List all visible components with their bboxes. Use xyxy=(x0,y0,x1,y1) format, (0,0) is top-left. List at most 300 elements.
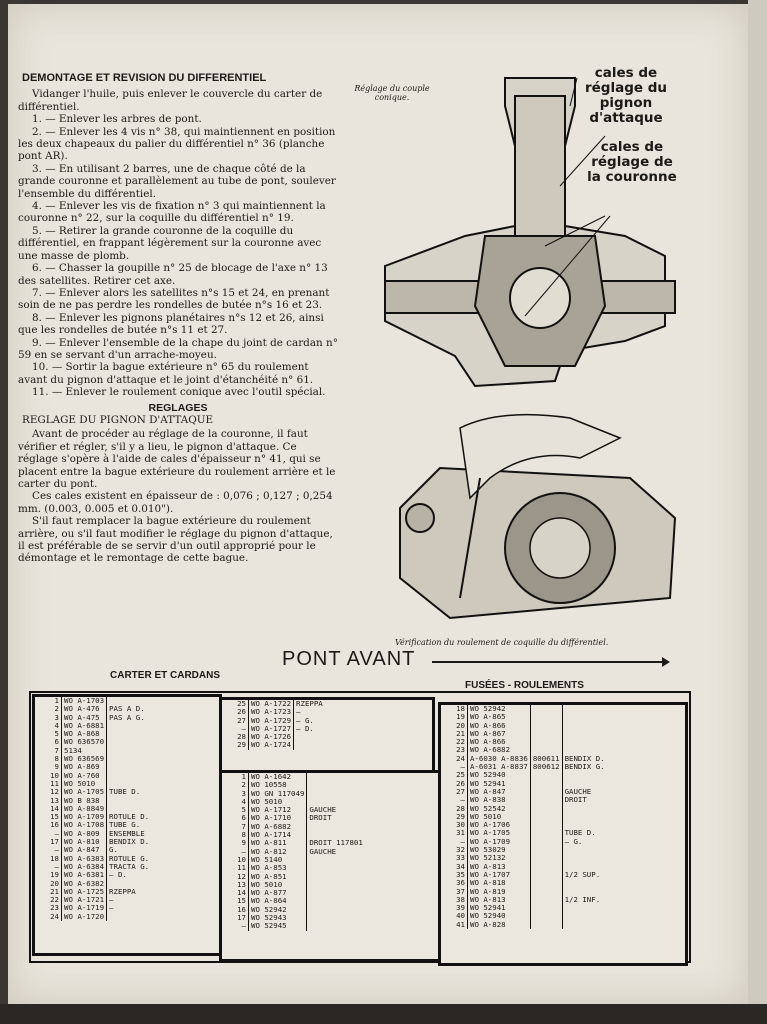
table-cell: PAS A D. xyxy=(109,704,145,714)
table-cell: WO A-1725 xyxy=(62,888,107,896)
table-cell: WO A-760 xyxy=(62,772,107,780)
table-cell: WO A-1727 xyxy=(249,725,294,733)
table-cell xyxy=(294,733,325,741)
table-cell: 39 xyxy=(441,904,468,912)
reglage-paragraph: S'il faut remplacer la bague extérieure du roulement arrière, ou s'il faut modifier le réglage du pignon d'attaque, il est préférable de se servir d'un outil approprié pour le démontage et le remontage de cette bague. xyxy=(18,515,333,565)
table-cell xyxy=(530,854,562,862)
table-row xyxy=(441,912,607,920)
table-cell: WO 10558 xyxy=(249,781,307,789)
table-cell: WO A-818 xyxy=(468,879,531,887)
table-cell: WO 52940 xyxy=(468,771,531,779)
table-cell: TUBE D. xyxy=(564,828,596,838)
table-cell: 24 xyxy=(441,755,468,763)
table-cell: 35 xyxy=(441,871,468,879)
background-surface xyxy=(0,1004,767,1024)
fusees-roulements-label: FUSÉES - ROULEMENTS xyxy=(465,680,584,691)
table-cell: 1/2 SUP. xyxy=(564,869,601,879)
table-cell xyxy=(294,741,325,749)
table-cell xyxy=(107,797,152,805)
table-cell xyxy=(530,912,562,920)
table-cell: 11 xyxy=(35,780,62,788)
callout-pignon-shims: cales de réglage du pignon d'attaque xyxy=(584,65,667,126)
table-cell xyxy=(307,773,365,781)
table-cell xyxy=(562,722,607,730)
table-cell xyxy=(562,738,607,746)
table-cell xyxy=(562,912,607,920)
table-cell xyxy=(530,871,562,879)
table-cell: 3 xyxy=(222,790,249,798)
table-cell: ENSEMBLE xyxy=(109,828,145,838)
figure-bottom-caption: Vérification du roulement de coquille du différentiel. xyxy=(395,638,609,647)
table-cell: WO A-828 xyxy=(468,921,531,929)
table-cell: 2 xyxy=(222,781,249,789)
table-cell xyxy=(307,922,365,930)
table-cell xyxy=(530,780,562,788)
table-cell: WO 5010 xyxy=(249,881,307,889)
table-cell xyxy=(562,813,607,821)
table-cell: 1/2 INF. xyxy=(564,894,601,904)
table-row xyxy=(441,904,607,912)
table-cell xyxy=(562,705,607,713)
table-cell: WO A-869 xyxy=(62,763,107,771)
table-cell: GAUCHE xyxy=(309,846,337,856)
table-cell: WO A-809 xyxy=(62,830,107,838)
table-cell: 13 xyxy=(222,881,249,889)
table-cell: WO A-6882 xyxy=(468,746,531,754)
table-cell: 16 xyxy=(35,821,62,829)
table-cell: 27 xyxy=(441,788,468,796)
table-cell: WO A-838 xyxy=(468,796,531,804)
table-cell: GAUCHE xyxy=(564,786,592,796)
table-cell: WO 5140 xyxy=(249,856,307,864)
table-cell: 9 xyxy=(35,763,62,771)
carter-cardans-label: CARTER ET CARDANS xyxy=(110,670,220,681)
table-cell: 800612 xyxy=(530,763,562,771)
table-cell: WO A-1714 xyxy=(249,831,307,839)
table-cell: 5134 xyxy=(62,747,107,755)
table-cell: BENDIX D. xyxy=(564,753,605,763)
table-cell: WO A-1710 xyxy=(249,814,307,822)
table-cell: — G. xyxy=(296,715,314,725)
step-item: 11. — Enlever le roulement conique avec l'outil spécial. xyxy=(32,386,326,399)
table-cell: 11 xyxy=(222,864,249,872)
table-cell: WO 636569 xyxy=(62,755,107,763)
table-cell xyxy=(530,896,562,904)
table-cell xyxy=(107,738,152,746)
reglage-pignon-heading: REGLAGE DU PIGNON D'ATTAQUE xyxy=(22,413,214,426)
table-cell: 19 xyxy=(441,713,468,721)
table-cell xyxy=(107,730,152,738)
table-cell xyxy=(107,722,152,730)
table-cell xyxy=(530,821,562,829)
table-cell: WO A-1729 xyxy=(249,717,294,725)
table-cell: WO A-6382 xyxy=(62,880,107,888)
table-cell: WO A-847 xyxy=(62,846,107,854)
table-cell: ROTULE D. xyxy=(109,812,150,822)
section-title: DEMONTAGE ET REVISION DU DIFFERENTIEL xyxy=(22,72,267,84)
step-item: 3. — En utilisant 2 barres, une de chaque côté de la grande couronne et parallèlement au tube de pont, soulever l'ensemble du différentiel. xyxy=(18,162,336,200)
table-row xyxy=(441,722,607,730)
table-cell xyxy=(530,888,562,896)
table-cell: 38 xyxy=(441,896,468,904)
table-cell: — D. xyxy=(296,723,314,733)
table-cell: WO A-1707 xyxy=(468,871,531,879)
table-cell xyxy=(107,913,152,921)
table-cell xyxy=(107,772,152,780)
table-cell: G. xyxy=(109,845,118,855)
table-cell: 8 xyxy=(222,831,249,839)
table-cell: — xyxy=(222,725,249,733)
table-cell: WO A-1705 xyxy=(62,788,107,796)
table-cell: 32 xyxy=(441,846,468,854)
table-cell: WO A-868 xyxy=(62,730,107,738)
table-cell: — xyxy=(35,830,62,838)
table-cell: WO A-810 xyxy=(62,838,107,846)
table-cell: 36 xyxy=(441,879,468,887)
reglage-paragraphs xyxy=(18,428,338,564)
step-item: 1. — Enlever les arbres de pont. xyxy=(32,113,202,126)
table-cell xyxy=(530,713,562,721)
table-cell: WO A-1706 xyxy=(468,821,531,829)
table-cell: WO A-819 xyxy=(468,888,531,896)
table-cell: WO 52132 xyxy=(468,854,531,862)
table-cell: WO A-866 xyxy=(468,722,531,730)
table-row xyxy=(441,763,607,771)
table-cell: 20 xyxy=(441,722,468,730)
table-cell: 18 xyxy=(35,855,62,863)
table-cell: 18 xyxy=(441,705,468,713)
table-cell xyxy=(107,747,152,755)
table-cell xyxy=(307,790,365,798)
callout-couronne-shims: cales de réglage de la couronne xyxy=(587,139,677,185)
table-cell: 14 xyxy=(35,805,62,813)
table-cell: 25 xyxy=(222,700,249,708)
table-row xyxy=(441,896,607,904)
bearing-check-photo xyxy=(380,408,680,638)
table-cell xyxy=(307,856,365,864)
table-cell: 26 xyxy=(222,708,249,716)
next-page-edge xyxy=(748,0,767,1024)
table-cell: WO A-864 xyxy=(249,897,307,905)
table-cell: 27 xyxy=(222,717,249,725)
table-cell xyxy=(562,805,607,813)
table-cell xyxy=(307,823,365,831)
table-row xyxy=(441,871,607,879)
table-cell: WO A-6383 xyxy=(62,855,107,863)
table-row xyxy=(222,922,365,930)
table-cell: WO A-476 xyxy=(62,705,107,713)
table-cell: TUBE G. xyxy=(109,820,141,830)
table-cell: DROIT xyxy=(309,813,332,823)
table-cell xyxy=(562,904,607,912)
table-cell: 16 xyxy=(222,906,249,914)
table-cell: WO A-1709 xyxy=(468,838,531,846)
table-row xyxy=(441,771,607,779)
table-cell: WO A-1712 xyxy=(249,806,307,814)
table-cell: BENDIX G. xyxy=(564,762,605,772)
table-cell xyxy=(530,771,562,779)
table-cell xyxy=(530,863,562,871)
table-cell: 22 xyxy=(35,896,62,904)
step-item: 6. — Chasser la goupille n° 25 de blocage de l'axe n° 13 des satellites. Retirer cet axe. xyxy=(18,262,328,287)
table-cell: 4 xyxy=(35,722,62,730)
table-cell: WO 5010 xyxy=(249,798,307,806)
intro-paragraph: Vidanger l'huile, puis enlever le couvercle du carter de différentiel. xyxy=(18,88,323,113)
step-item: 8. — Enlever les pignons planétaires n°s 12 et 26, ainsi que les rondelles de butée n°s 11 et 27. xyxy=(18,311,324,337)
table-cell: 3 xyxy=(35,714,62,722)
table-row xyxy=(441,738,607,746)
table-cell xyxy=(307,897,365,905)
table-cell: 26 xyxy=(441,780,468,788)
table-cell: WO A-877 xyxy=(249,889,307,897)
table-cell: 23 xyxy=(441,746,468,754)
table-cell: — xyxy=(296,707,301,717)
table-cell: WO A-1708 xyxy=(62,821,107,829)
table-cell xyxy=(562,854,607,862)
table-cell: 21 xyxy=(35,888,62,896)
table-cell: WO A-811 xyxy=(249,839,307,847)
table-cell: WO A-6881 xyxy=(62,722,107,730)
table-cell: 30 xyxy=(441,821,468,829)
table-cell: WO A-1721 xyxy=(62,896,107,904)
table-cell: 31 xyxy=(441,829,468,837)
table-cell: 8 xyxy=(35,755,62,763)
table-cell: 19 xyxy=(35,871,62,879)
table-cell: WO 52942 xyxy=(249,906,307,914)
table-cell: WO 52942 xyxy=(468,705,531,713)
table-row xyxy=(35,738,151,746)
table-cell: WO A-853 xyxy=(249,864,307,872)
table-cell: WO A-8849 xyxy=(62,805,107,813)
table-cell xyxy=(530,796,562,804)
table-cell: DROIT xyxy=(564,795,587,805)
table-row xyxy=(441,879,607,887)
table-cell: 33 xyxy=(441,854,468,862)
table-cell: — xyxy=(109,903,114,913)
table-cell: WO A-812 xyxy=(249,848,307,856)
table-cell xyxy=(562,713,607,721)
table-cell xyxy=(307,873,365,881)
table-cell: RZEPPA xyxy=(109,886,136,896)
step-item: 10. — Sortir la bague extérieure n° 65 du roulement avant du pignon d'attaque et le joint d'étanchéité n° 61. xyxy=(18,361,314,386)
table-cell: ROTULE G. xyxy=(109,853,150,863)
parts-table-carter xyxy=(32,694,222,956)
table-cell: TUBE D. xyxy=(109,787,141,797)
table-cell: 21 xyxy=(441,730,468,738)
table-cell: WO A-6381 xyxy=(62,871,107,879)
table-cell: — xyxy=(35,863,62,871)
table-cell: WO 5010 xyxy=(62,780,107,788)
right-arrow-icon xyxy=(432,661,664,663)
table-cell: WO A-1705 xyxy=(468,829,531,837)
table-cell: 25 xyxy=(441,771,468,779)
table-cell: 14 xyxy=(222,889,249,897)
step-item: 7. — Enlever alors les satellites n°s 15 et 24, en prenant soin de ne pas perdre les rondelles de butée n°s 16 et 23. xyxy=(18,286,330,312)
table-cell: WO A-1724 xyxy=(249,741,294,749)
table-cell: WO A-1703 xyxy=(62,697,107,705)
disassembly-text-column xyxy=(18,72,338,565)
table-cell: WO 52542 xyxy=(468,805,531,813)
table-cell: WO A-813 xyxy=(468,863,531,871)
table-cell: WO A-851 xyxy=(249,873,307,881)
table-cell: 15 xyxy=(222,897,249,905)
table-cell: PAS A G. xyxy=(109,712,145,722)
pont-avant-title: PONT AVANT xyxy=(282,648,416,670)
table-cell xyxy=(530,879,562,887)
table-cell: 28 xyxy=(222,733,249,741)
table-cell: 29 xyxy=(441,813,468,821)
table-row xyxy=(441,921,607,929)
table-cell: WO A-865 xyxy=(468,713,531,721)
table-cell: WO A-866 xyxy=(468,738,531,746)
table-cell xyxy=(530,813,562,821)
table-cell: A-6031 A-8837 xyxy=(468,763,531,771)
table-cell: WO A-847 xyxy=(468,788,531,796)
table-cell: 2 xyxy=(35,705,62,713)
table-cell: 800611 xyxy=(530,755,562,763)
table-cell: 17 xyxy=(35,838,62,846)
step-item: 4. — Enlever les vis de fixation n° 3 qui maintiennent la couronne n° 22, sur la coquille du différentiel n° 19. xyxy=(18,200,326,225)
table-cell: WO A-1719 xyxy=(62,904,107,912)
table-row xyxy=(222,741,325,749)
table-cell: A-6030 A-8836 xyxy=(468,755,531,763)
table-cell: WO 52943 xyxy=(249,914,307,922)
table-cell: — G. xyxy=(564,836,583,846)
table-cell: 6 xyxy=(222,814,249,822)
table-cell xyxy=(107,763,152,771)
step-item: 9. — Enlever l'ensemble de la chape du joint de cardan n° 59 en se servant d'un arrache-moyeu. xyxy=(18,336,338,361)
table-cell xyxy=(562,846,607,854)
table-cell: 5 xyxy=(35,730,62,738)
parts-table-middle xyxy=(219,770,441,962)
table-cell: 37 xyxy=(441,888,468,896)
table-cell: 29 xyxy=(222,741,249,749)
reglages-heading: REGLAGES xyxy=(148,401,208,414)
table-cell: 10 xyxy=(222,856,249,864)
step-item: 5. — Retirer la grande couronne de la coquille du différentiel, en frappant légèrement sur la couronne avec une masse de plomb. xyxy=(18,224,322,262)
table-cell xyxy=(562,771,607,779)
table-cell: BENDIX D. xyxy=(109,837,150,847)
table-cell xyxy=(530,921,562,929)
table-cell xyxy=(530,805,562,813)
table-cell: 12 xyxy=(222,873,249,881)
table-cell: WO A-1709 xyxy=(62,813,107,821)
table-cell xyxy=(307,889,365,897)
steps-list xyxy=(18,113,338,398)
table-row xyxy=(35,913,151,921)
table-cell: — xyxy=(222,848,249,856)
table-cell xyxy=(530,705,562,713)
table-cell: — xyxy=(441,796,468,804)
table-cell xyxy=(307,906,365,914)
table-cell: 1 xyxy=(222,773,249,781)
table-cell: WO GN 117049 xyxy=(249,790,307,798)
table-cell: WO A-6384 xyxy=(62,863,107,871)
table-cell: 10 xyxy=(35,772,62,780)
table-cell xyxy=(562,921,607,929)
table-cell xyxy=(530,838,562,846)
table-cell: 34 xyxy=(441,863,468,871)
table-cell: 41 xyxy=(441,921,468,929)
table-cell: TRACTA G. xyxy=(109,861,150,871)
table-cell: 15 xyxy=(35,813,62,821)
table-cell: — xyxy=(35,846,62,854)
table-cell: WO 53029 xyxy=(468,846,531,854)
table-cell: WO 636570 xyxy=(62,738,107,746)
table-cell xyxy=(307,781,365,789)
figure-top-caption: Réglage du couple conique. xyxy=(354,84,430,102)
table-cell: 40 xyxy=(441,912,468,920)
table-cell: 23 xyxy=(35,904,62,912)
table-cell xyxy=(562,730,607,738)
table-cell: WO A-1720 xyxy=(62,913,107,921)
table-cell: — D. xyxy=(109,870,127,880)
table-cell: 7 xyxy=(35,747,62,755)
table-cell: WO A-813 xyxy=(468,896,531,904)
table-cell: 7 xyxy=(222,823,249,831)
table-cell xyxy=(562,879,607,887)
table-cell: 9 xyxy=(222,839,249,847)
table-cell: 20 xyxy=(35,880,62,888)
table-cell: 1 xyxy=(35,697,62,705)
table-cell xyxy=(530,730,562,738)
reglage-paragraph: Ces cales existent en épaisseur de : 0,076 ; 0,127 ; 0,254 mm. (0.003, 0.005 et 0.010"). xyxy=(18,490,333,515)
table-cell xyxy=(530,738,562,746)
table-cell: WO A-1726 xyxy=(249,733,294,741)
table-cell: WO A-6882 xyxy=(249,823,307,831)
table-cell: WO B 838 xyxy=(62,797,107,805)
table-row xyxy=(441,838,607,846)
table-cell: — xyxy=(109,895,114,905)
table-cell: 5 xyxy=(222,806,249,814)
table-cell: DROIT 117801 xyxy=(309,838,363,848)
table-cell xyxy=(530,788,562,796)
table-cell: WO A-475 xyxy=(62,714,107,722)
table-cell: — xyxy=(222,922,249,930)
table-cell: RZEPPA xyxy=(296,699,323,708)
table-cell: 12 xyxy=(35,788,62,796)
table-cell xyxy=(530,722,562,730)
step-item: 2. — Enlever les 4 vis n° 38, qui maintiennent en position les deux chapeaux du palier du différentiel n° 36 (planche pont AR). xyxy=(18,125,336,163)
table-cell: WO A-1722 xyxy=(249,700,294,708)
table-cell: 4 xyxy=(222,798,249,806)
table-cell: WO 52941 xyxy=(468,780,531,788)
table-row xyxy=(441,846,607,854)
table-cell xyxy=(530,904,562,912)
table-cell xyxy=(307,914,365,922)
parts-table-rzeppa xyxy=(219,697,435,773)
table-cell: WO 52945 xyxy=(249,922,307,930)
table-cell xyxy=(530,846,562,854)
table-cell: 13 xyxy=(35,797,62,805)
table-cell: 28 xyxy=(441,805,468,813)
table-row xyxy=(441,796,607,804)
table-cell: GAUCHE xyxy=(309,805,337,815)
reglage-paragraph: Avant de procéder au réglage de la couronne, il faut vérifier et régler, s'il y a lieu, le pignon d'attaque. Ce réglage s'opère à l'aide de cales d'épaisseur n° 41, qui se placent entre la bague extérieure du roulement arrière et le carter du pont. xyxy=(18,428,336,490)
table-cell xyxy=(307,864,365,872)
table-row xyxy=(441,813,607,821)
table-cell: 17 xyxy=(222,914,249,922)
table-cell: 22 xyxy=(441,738,468,746)
table-cell: WO 52941 xyxy=(468,904,531,912)
table-cell: WO A-1642 xyxy=(249,773,307,781)
parts-table-fusees xyxy=(438,702,688,966)
table-cell: 6 xyxy=(35,738,62,746)
table-row xyxy=(441,854,607,862)
table-cell: WO 5010 xyxy=(468,813,531,821)
table-cell: — xyxy=(441,763,468,771)
table-cell: — xyxy=(441,838,468,846)
